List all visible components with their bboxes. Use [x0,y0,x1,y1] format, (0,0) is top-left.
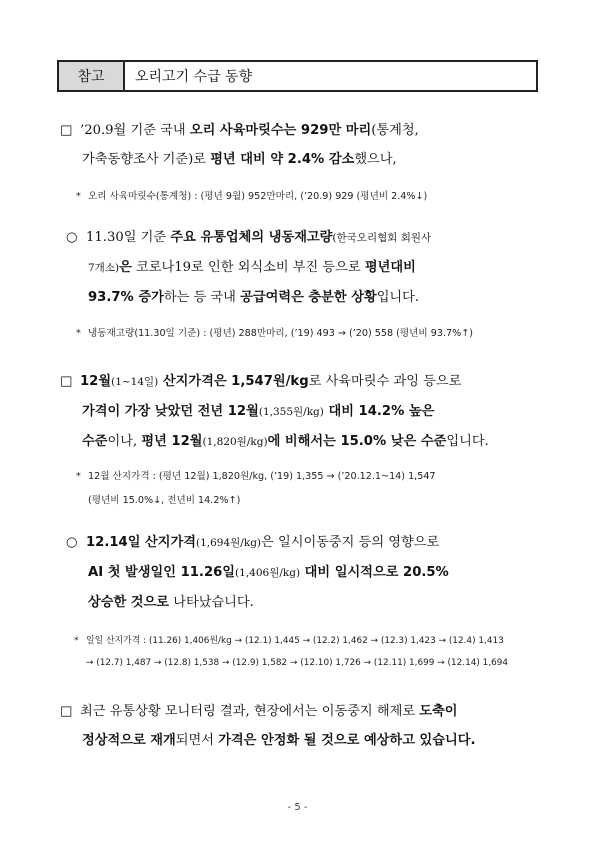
paragraph-2: ○ 11.30일 기준 주요 유통업체의 냉동재고량(한국오리협회 회원사 7개소)은 코로나19로 인한 외식소비 부진 등으로 평년대비 93.7% 증가하는 등 국내 공급여력은 충분한 상황입니다. [66,223,544,312]
footnote-1: * 오리 사육마릿수(통계청) : (평년 9월) 952만마리, (’20.9) 929 (평년비 2.4%↓) [76,191,428,202]
reference-tag: 참고 [59,62,125,90]
footnote-3: * 12월 산지가격 : (평년 12월) 1,820원/kg, (’19) 1,355 → (’20.12.1~14) 1,547 (평년비 15.0%↓, 전년비 14.2%↑) [76,471,436,506]
footnote-4: * 일일 산지가격 : (11.26) 1,406원/kg → (12.1) 1,445 → (12.2) 1,462 → (12.3) 1,423 → (12.4) 1,413 → (12.7) 1,487 → (12.8) 1,538 → (12.9) 1,582 → (12.10) 1,726 → (12.11) 1,699 → (12.14) 1,694 [74,636,509,668]
section-title: 오리고기 수급 동향 [135,69,253,85]
paragraph-5: □ 최근 유통상황 모니터링 결과, 현장에서는 이동중지 해제로 도축이 정상적으로 재개되면서 가격은 안정화 될 것으로 예상하고 있습니다. [60,697,544,755]
paragraph-3: □ 12월(1~14일) 산지가격은 1,547원/kg로 사육마릿수 과잉 등으로 가격이 가장 낮았던 전년 12월(1,355원/kg) 대비 14.2% 높은 수준이나, 평년 12월(1,820원/kg)에 비해서는 15.0% 낮은 수준입니다. [60,367,544,457]
paragraph-4: ○ 12.14일 산지가격(1,694원/kg)은 일시이동중지 등의 영향으로 AI 첫 발생일인 11.26일(1,406원/kg) 대비 일시적으로 20.5% 상승한 것으로 나타났습니다. [66,528,544,617]
footnote-2: * 냉동재고량(11.30일 기준) : (평년) 288만마리, (’19) 493 → (’20) 558 (평년비 93.7%↑) [76,328,474,339]
section-header [57,60,538,92]
circle-bullet: ○ [66,230,78,245]
square-bullet: □ [60,123,73,138]
paragraph-1: □ ’20.9월 기준 국내 오리 사육마릿수는 929만 마리(통계청, 가축동향조사 기준)로 평년 대비 약 2.4% 감소했으나, [60,116,544,174]
page-number: - 5 - [287,802,308,813]
square-bullet: □ [60,374,73,389]
square-bullet: □ [60,704,73,719]
circle-bullet: ○ [66,535,78,550]
